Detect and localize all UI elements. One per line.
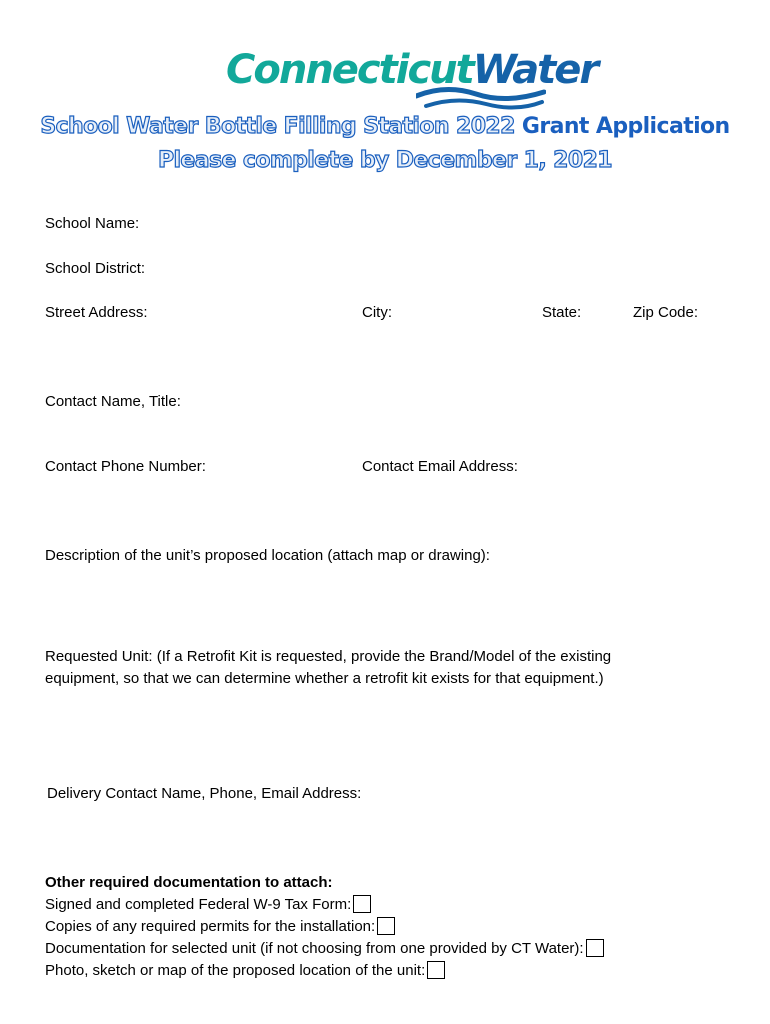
doc-item-permits [45, 916, 395, 938]
title-highlight: School Water Bottle Filling Station 2022 [40, 114, 515, 139]
doc-item-photo [45, 960, 445, 982]
page-title [0, 114, 770, 139]
requested-unit-label: Requested Unit: (If a Retrofit Kit is requested, provide the Brand/Model of the existing [45, 648, 612, 665]
contact-email-label: Contact Email Address: [362, 458, 518, 475]
zip-code-label: Zip Code: [633, 304, 699, 321]
city-label: City: [362, 304, 392, 321]
connecticut-water-logo [226, 44, 598, 116]
street-address-label: Street Address: [45, 304, 148, 321]
doc-item-w9 [45, 894, 371, 916]
doc-item-label: Documentation for selected unit (if not choosing from one provided by CT Water): [45, 940, 584, 957]
water-wave-icon [416, 86, 546, 114]
contact-phone-label: Contact Phone Number: [45, 458, 206, 475]
delivery-contact-label: Delivery Contact Name, Phone, Email Address: [47, 785, 362, 802]
doc-item-label: Photo, sketch or map of the proposed location of the unit: [45, 962, 426, 979]
permits-checkbox[interactable] [377, 917, 395, 935]
deadline-subtitle: Please complete by December 1, 2021 [157, 148, 613, 173]
doc-item-unit-documentation [45, 938, 604, 960]
w9-checkbox[interactable] [353, 895, 371, 913]
doc-item-label: Copies of any required permits for the installation: [45, 918, 376, 935]
state-label: State: [542, 304, 582, 321]
doc-item-label: Signed and completed Federal W-9 Tax Form: [45, 896, 352, 913]
documentation-heading: Other required documentation to attach: [45, 874, 333, 891]
school-name-label: School Name: [45, 215, 140, 232]
photo-checkbox[interactable] [427, 961, 445, 979]
contact-name-label: Contact Name, Title: [45, 393, 181, 410]
title-rest: Grant Application [521, 114, 730, 139]
school-district-label: School District: [45, 260, 146, 277]
location-description-label: Description of the unit’s proposed location (attach map or drawing): [45, 547, 490, 564]
logo-part-water: Water [472, 47, 598, 93]
unit-documentation-checkbox[interactable] [586, 939, 604, 957]
logo-part-connecticut: Connecticut [226, 47, 473, 93]
requested-unit-label-cont: equipment, so that we can determine whether a retrofit kit exists for that equipment.) [45, 670, 604, 687]
